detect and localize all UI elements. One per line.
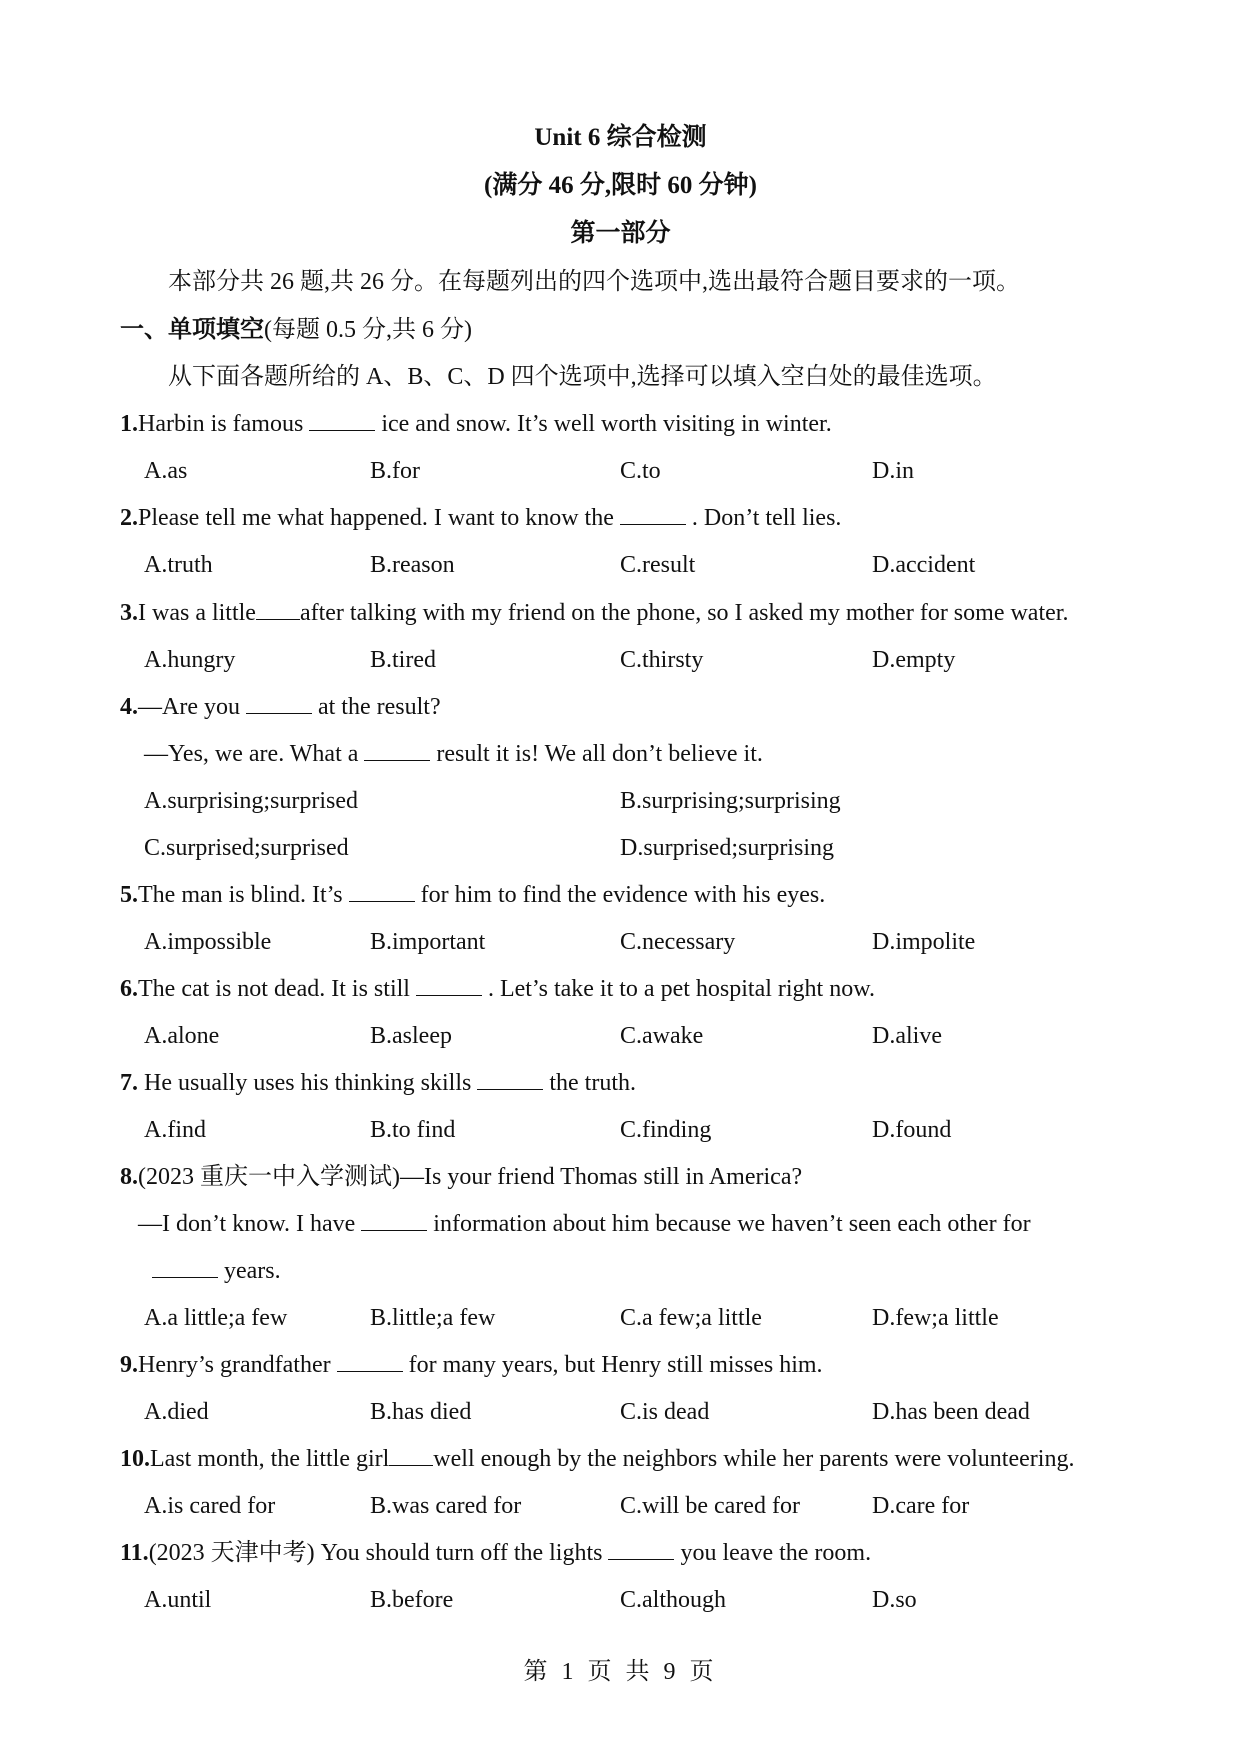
part-heading: 第一部分 xyxy=(570,220,671,247)
option-b: B.little;a few xyxy=(370,1305,496,1331)
option-a: A.as xyxy=(144,458,188,484)
option-b: B.tired xyxy=(370,647,436,673)
question-3 xyxy=(120,593,1068,633)
option-b: B.has died xyxy=(370,1399,472,1425)
question-text: . Don’t tell lies. xyxy=(691,505,842,531)
option-c: C.a few;a little xyxy=(620,1305,762,1331)
section-heading xyxy=(120,310,472,350)
question-10 xyxy=(120,1439,1074,1479)
option-a: A.surprising;surprised xyxy=(144,788,358,814)
option-b: B.to find xyxy=(370,1117,456,1143)
answer-blank xyxy=(477,1067,543,1090)
answer-blank xyxy=(364,738,430,761)
option-b: B.before xyxy=(370,1587,454,1613)
option-b: B.surprising;surprising xyxy=(620,788,841,814)
option-c: C.thirsty xyxy=(620,647,704,673)
answer-blank xyxy=(349,879,415,902)
page-subtitle: (满分 46 分,限时 60 分钟) xyxy=(484,172,757,199)
option-d: D.so xyxy=(872,1587,917,1613)
option-c: C.to xyxy=(620,458,661,484)
question-text: well enough by the neighbors while her parents were volunteering. xyxy=(433,1446,1075,1472)
question-number: 4. xyxy=(120,694,138,720)
answer-blank xyxy=(246,691,312,714)
question-text: —Are you xyxy=(138,694,240,720)
option-a: A.truth xyxy=(144,552,213,578)
question-text: (2023 重庆一中入学测试)—Is your friend Thomas still in America? xyxy=(138,1164,803,1190)
question-text: Last month, the little girl xyxy=(150,1446,390,1472)
question-text: years. xyxy=(224,1258,281,1284)
question-text: Please tell me what happened. I want to know the xyxy=(138,505,614,531)
page-title: Unit 6 综合检测 xyxy=(534,124,707,151)
option-d: D.accident xyxy=(872,552,976,578)
question-text: you leave the room. xyxy=(680,1540,872,1566)
question-text: I was a little xyxy=(138,600,256,626)
section-title: 一、单项填空 xyxy=(120,317,264,343)
option-d: D.few;a little xyxy=(872,1305,999,1331)
option-c: C.although xyxy=(620,1587,726,1613)
option-d: D.has been dead xyxy=(872,1399,1030,1425)
question-4-reply xyxy=(144,734,763,774)
option-c: C.is dead xyxy=(620,1399,710,1425)
question-text: for many years, but Henry still misses him. xyxy=(408,1352,823,1378)
option-d: D.found xyxy=(872,1117,952,1143)
question-5 xyxy=(120,875,825,915)
option-c: C.result xyxy=(620,552,696,578)
question-1 xyxy=(120,404,832,444)
option-b: B.reason xyxy=(370,552,455,578)
question-11 xyxy=(120,1533,871,1573)
question-text: —Yes, we are. What a xyxy=(144,741,359,767)
option-b: B.asleep xyxy=(370,1023,452,1049)
question-text: after talking with my friend on the phone, so I asked my mother for some water. xyxy=(299,600,1069,626)
question-text: The cat is not dead. It is still xyxy=(138,976,410,1002)
question-text: He usually uses his thinking skills xyxy=(144,1070,472,1096)
question-text: the truth. xyxy=(549,1070,636,1096)
option-a: A.a little;a few xyxy=(144,1305,288,1331)
option-b: B.for xyxy=(370,458,420,484)
question-number: 9. xyxy=(120,1352,138,1378)
question-text: at the result? xyxy=(317,694,441,720)
question-number: 2. xyxy=(120,505,138,531)
question-6 xyxy=(120,969,875,1009)
question-number: 8. xyxy=(120,1164,138,1190)
question-number: 1. xyxy=(120,411,138,437)
question-4 xyxy=(120,687,441,727)
part-intro: 本部分共 26 题,共 26 分。在每题列出的四个选项中,选出最符合题目要求的一项。 xyxy=(168,269,1020,295)
question-number: 11. xyxy=(120,1540,149,1566)
option-b: B.important xyxy=(370,929,486,955)
option-d: D.alive xyxy=(872,1023,942,1049)
option-c: C.will be cared for xyxy=(620,1493,800,1519)
option-a: A.until xyxy=(144,1587,212,1613)
question-8 xyxy=(120,1157,802,1197)
option-c: C.awake xyxy=(620,1023,704,1049)
answer-blank xyxy=(152,1255,218,1278)
option-a: A.is cared for xyxy=(144,1493,276,1519)
question-8-reply xyxy=(138,1204,1031,1244)
question-number: 10. xyxy=(120,1446,150,1472)
question-text: for him to find the evidence with his eyes. xyxy=(420,882,826,908)
option-c: C.finding xyxy=(620,1117,712,1143)
question-number: 3. xyxy=(120,600,138,626)
option-a: A.died xyxy=(144,1399,209,1425)
option-d: D.surprised;surprising xyxy=(620,835,834,861)
question-2 xyxy=(120,498,841,538)
question-text: (2023 天津中考) You should turn off the lights xyxy=(148,1540,603,1566)
option-a: A.alone xyxy=(144,1023,220,1049)
option-d: D.empty xyxy=(872,647,956,673)
section-note: (每题 0.5 分,共 6 分) xyxy=(264,317,472,343)
option-a: A.hungry xyxy=(144,647,236,673)
question-8-continuation xyxy=(146,1251,281,1291)
question-text: Henry’s grandfather xyxy=(138,1352,331,1378)
option-d: D.impolite xyxy=(872,929,976,955)
question-text: . Let’s take it to a pet hospital right now. xyxy=(487,976,875,1002)
answer-blank xyxy=(256,597,300,620)
question-7 xyxy=(120,1063,636,1103)
question-text: Harbin is famous xyxy=(138,411,304,437)
question-text: ice and snow. It’s well worth visiting in winter. xyxy=(381,411,832,437)
answer-blank xyxy=(337,1349,403,1372)
question-number: 5. xyxy=(120,882,138,908)
answer-blank xyxy=(620,502,686,525)
option-d: D.in xyxy=(872,458,914,484)
option-a: A.find xyxy=(144,1117,206,1143)
option-b: B.was cared for xyxy=(370,1493,522,1519)
option-c: C.surprised;surprised xyxy=(144,835,349,861)
question-number: 7. xyxy=(120,1070,138,1096)
answer-blank xyxy=(608,1537,674,1560)
option-d: D.care for xyxy=(872,1493,970,1519)
section-instruction: 从下面各题所给的 A、B、C、D 四个选项中,选择可以填入空白处的最佳选项。 xyxy=(168,364,997,390)
question-text: result it is! We all don’t believe it. xyxy=(436,741,763,767)
option-c: C.necessary xyxy=(620,929,736,955)
answer-blank xyxy=(309,408,375,431)
answer-blank xyxy=(389,1443,433,1466)
question-9 xyxy=(120,1345,823,1385)
question-text: The man is blind. It’s xyxy=(138,882,343,908)
question-text: information about him because we haven’t seen each other for xyxy=(433,1211,1031,1237)
option-a: A.impossible xyxy=(144,929,272,955)
answer-blank xyxy=(361,1208,427,1231)
question-text: —I don’t know. I have xyxy=(138,1211,356,1237)
page-footer: 第 1 页 共 9 页 xyxy=(523,1659,718,1685)
answer-blank xyxy=(416,973,482,996)
question-number: 6. xyxy=(120,976,138,1002)
